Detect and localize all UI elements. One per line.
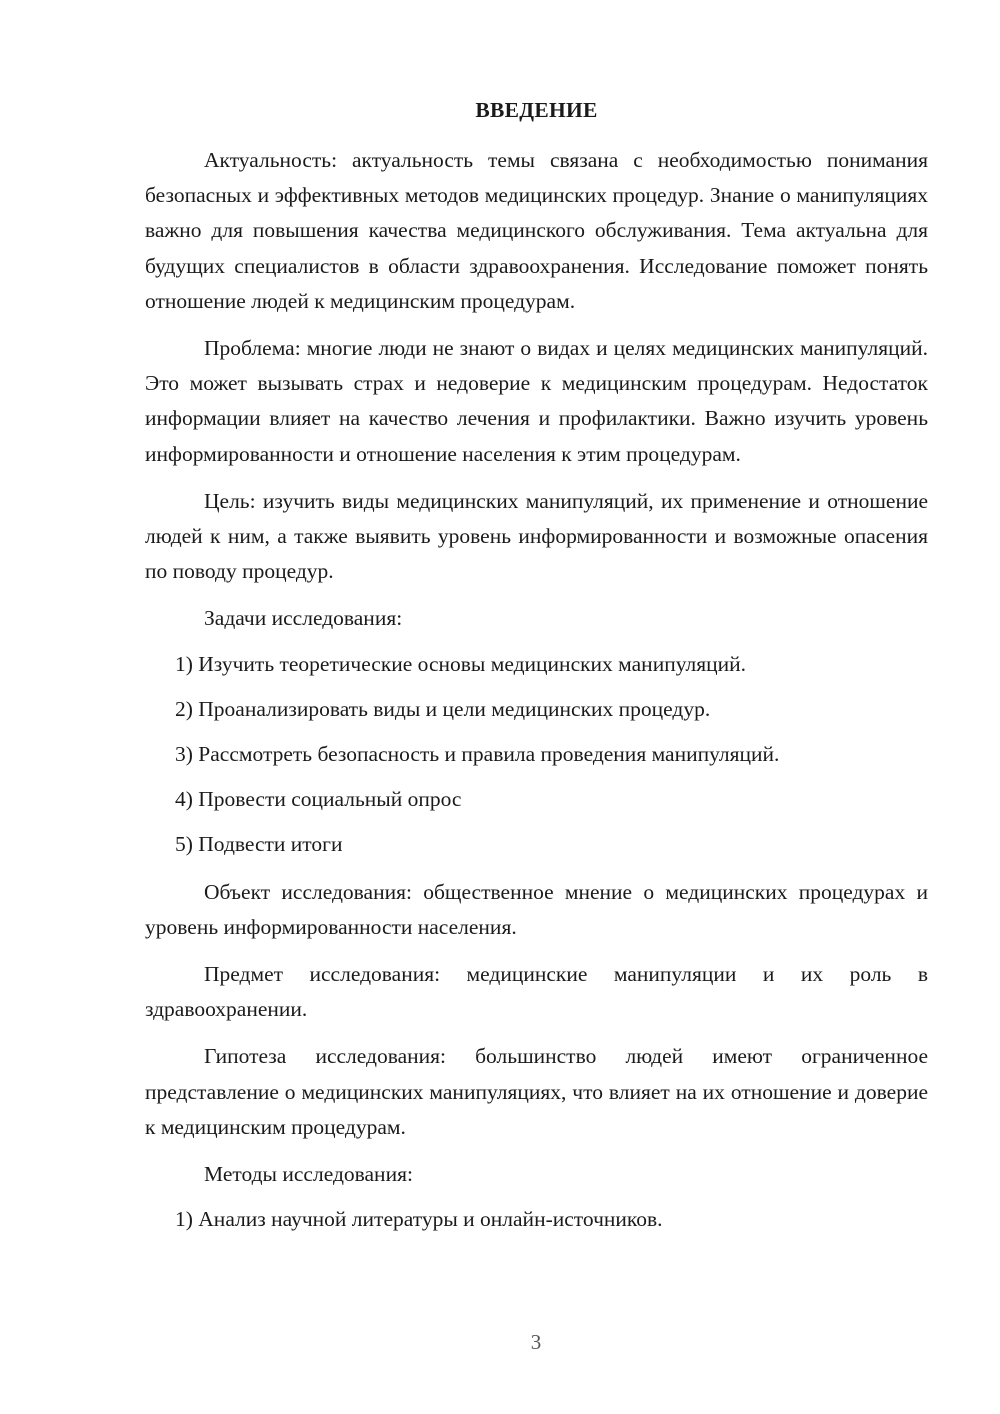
methods-label: Методы исследования: (204, 1162, 413, 1187)
method-item-1: 1) Анализ научной литературы и онлайн-источников. (175, 1207, 663, 1232)
tasks-label: Задачи исследования: (204, 606, 403, 631)
problem-paragraph: Проблема: многие люди не знают о видах и целях медицинских манипуляций. Это может вызывать страх и недоверие к медицинским процедурам. Недостаток информации влияет на качество лечения и профилактики. Важно изучить уровень информированности и отношение населения к этим процедурам. (145, 336, 928, 466)
relevance-paragraph: Актуальность: актуальность темы связана с необходимостью понимания безопасных и эффективных методов медицинских процедур. Знание о манипуляциях важно для повышения качества медицинского обслуживания. Тема актуальна для будущих специалистов в области здравоохранения. Исследование поможет понять отношение людей к медицинским процедурам. (145, 148, 928, 313)
task-item-1: 1) Изучить теоретические основы медицинских манипуляций. (175, 651, 747, 676)
task-item-4: 4) Провести социальный опрос (175, 787, 462, 812)
task-item-2: 2) Проанализировать виды и цели медицинских процедур. (175, 696, 711, 721)
page-number: 3 (530, 1330, 542, 1354)
task-item-5: 5) Подвести итоги (175, 832, 343, 857)
task-item-3: 3) Рассмотреть безопасность и правила проведения манипуляций. (175, 742, 780, 767)
goal-paragraph: Цель: изучить виды медицинских манипуляций, их применение и отношение людей к ним, а также выявить уровень информированности и возможные опасения по поводу процедур. (145, 488, 928, 584)
hypothesis-paragraph: Гипотеза исследования: большинство людей имеют ограниченное представление о медицинских манипуляциях, что влияет на их отношение и доверие к медицинским процедурам. (145, 1044, 928, 1139)
subject-paragraph: Предмет исследования: медицинские манипуляции и их роль в здравоохранении. (145, 962, 928, 1022)
section-heading: ВВЕДЕНИЕ (475, 98, 598, 122)
object-paragraph: Объект исследования: общественное мнение о медицинских процедурах и уровень информированности населения. (145, 879, 928, 939)
document-page (145, 94, 928, 1237)
